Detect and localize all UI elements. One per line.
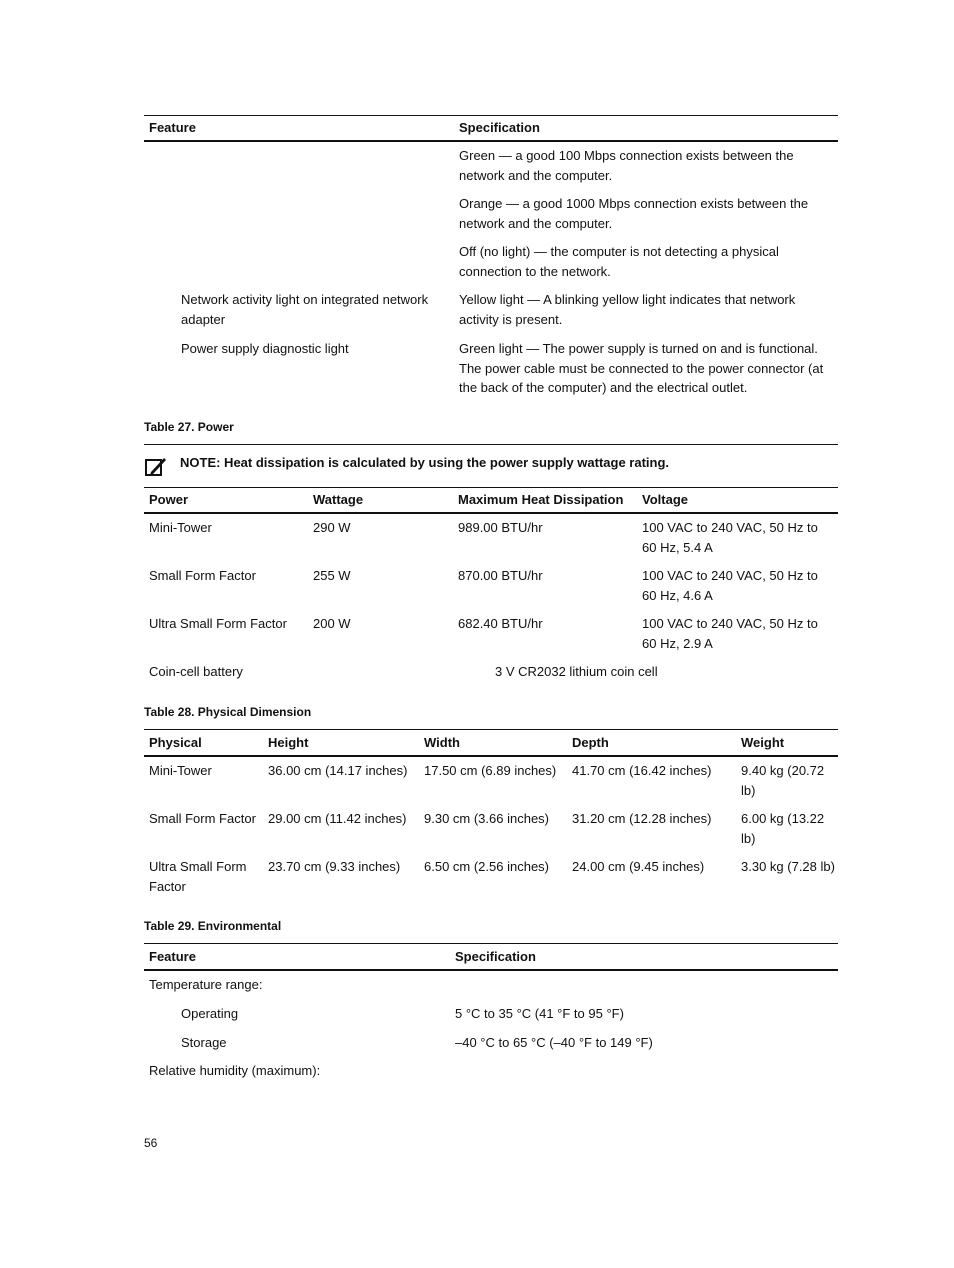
header-wattage: Wattage — [313, 492, 364, 507]
header-power: Power — [149, 492, 189, 507]
header-specification: Specification — [459, 120, 540, 135]
voltage-cell: 100 VAC to 240 VAC, 50 Hz to 60 Hz, 2.9 A — [642, 616, 818, 651]
height-cell: 23.70 cm (9.33 inches) — [268, 859, 401, 874]
table-caption: Table 27. Power — [144, 420, 234, 434]
weight-cell: 9.40 kg (20.72 lb) — [741, 763, 825, 798]
table-top-rule — [144, 943, 838, 944]
heat-cell: 870.00 BTU/hr — [458, 568, 543, 583]
humidity-label: Relative humidity (maximum): — [149, 1063, 321, 1078]
pencil-note-icon — [145, 455, 167, 477]
header-physical: Physical — [149, 735, 202, 750]
heat-cell: 682.40 BTU/hr — [458, 616, 543, 631]
spec-cell: Green — a good 100 Mbps connection exists between the network and the computer. — [459, 148, 794, 183]
depth-cell: 41.70 cm (16.42 inches) — [572, 763, 712, 778]
spec-cell: Orange — a good 1000 Mbps connection exists between the network and the computer. — [459, 196, 809, 231]
width-cell: 9.30 cm (3.66 inches) — [424, 811, 550, 826]
weight-cell: 3.30 kg (7.28 lb) — [741, 859, 835, 874]
header-voltage: Voltage — [642, 492, 688, 507]
table-top-rule — [144, 729, 838, 730]
width-cell: 17.50 cm (6.89 inches) — [424, 763, 557, 778]
operating-label: Operating — [181, 1006, 239, 1021]
header-feature: Feature — [149, 120, 196, 135]
temperature-label: Temperature range: — [149, 977, 263, 992]
voltage-cell: 100 VAC to 240 VAC, 50 Hz to 60 Hz, 4.6 A — [642, 568, 818, 603]
table-top-rule — [144, 487, 838, 488]
header-depth: Depth — [572, 735, 609, 750]
table-caption: Table 28. Physical Dimension — [144, 705, 312, 719]
heat-cell: 989.00 BTU/hr — [458, 520, 543, 535]
battery-value: 3 V CR2032 lithium coin cell — [495, 664, 658, 679]
feature-cell: Power supply diagnostic light — [181, 341, 349, 356]
header-rule — [144, 140, 838, 142]
header-rule — [144, 755, 838, 757]
spec-cell: Off (no light) — the computer is not detecting a physical connection to the network. — [459, 244, 779, 279]
width-cell: 6.50 cm (2.56 inches) — [424, 859, 550, 874]
header-height: Height — [268, 735, 309, 750]
feature-cell: Network activity light on integrated network adapter — [181, 292, 429, 327]
wattage-cell: 200 W — [313, 616, 351, 631]
spec-cell: Green light — The power supply is turned on and is functional. The power cable must be connected to the power connector (at the back of the computer) and the electrical outlet. — [459, 341, 824, 395]
page-number: 56 — [144, 1136, 158, 1150]
table-caption: Table 29. Environmental — [144, 919, 282, 933]
storage-value: –40 °C to 65 °C (–40 °F to 149 °F) — [455, 1035, 653, 1050]
wattage-cell: 290 W — [313, 520, 351, 535]
depth-cell: 24.00 cm (9.45 inches) — [572, 859, 705, 874]
battery-label: Coin-cell battery — [149, 664, 243, 679]
power-cell: Small Form Factor — [149, 568, 256, 583]
header-specification: Specification — [455, 949, 536, 964]
height-cell: 29.00 cm (11.42 inches) — [268, 811, 407, 826]
note-top-rule — [144, 444, 838, 445]
spec-cell: Yellow light — A blinking yellow light indicates that network activity is present. — [459, 292, 796, 327]
physical-cell: Small Form Factor — [149, 811, 256, 826]
table-top-rule — [144, 115, 838, 116]
note-text: NOTE: Heat dissipation is calculated by using the power supply wattage rating. — [180, 455, 670, 470]
weight-cell: 6.00 kg (13.22 lb) — [741, 811, 825, 846]
header-rule — [144, 969, 838, 971]
power-cell: Ultra Small Form Factor — [149, 616, 287, 631]
header-rule — [144, 512, 838, 514]
header-feature: Feature — [149, 949, 196, 964]
operating-value: 5 °C to 35 °C (41 °F to 95 °F) — [455, 1006, 624, 1021]
header-weight: Weight — [741, 735, 785, 750]
power-cell: Mini-Tower — [149, 520, 212, 535]
header-width: Width — [424, 735, 460, 750]
voltage-cell: 100 VAC to 240 VAC, 50 Hz to 60 Hz, 5.4 A — [642, 520, 818, 555]
header-heat: Maximum Heat Dissipation — [458, 492, 624, 507]
physical-cell: Ultra Small Form Factor — [149, 859, 247, 894]
height-cell: 36.00 cm (14.17 inches) — [268, 763, 408, 778]
storage-label: Storage — [181, 1035, 227, 1050]
depth-cell: 31.20 cm (12.28 inches) — [572, 811, 712, 826]
physical-cell: Mini-Tower — [149, 763, 212, 778]
wattage-cell: 255 W — [313, 568, 351, 583]
